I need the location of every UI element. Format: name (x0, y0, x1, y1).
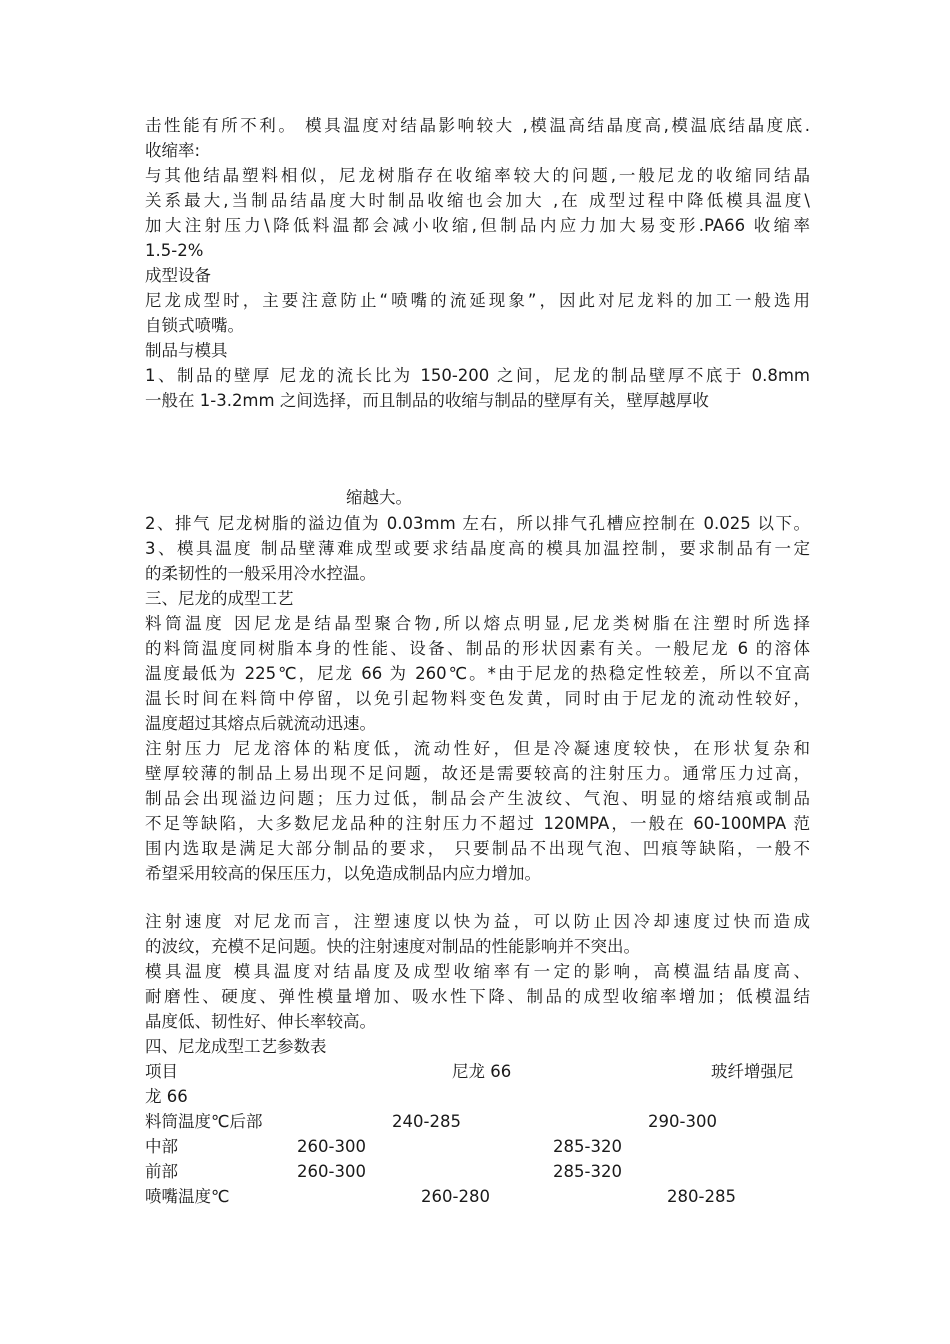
paragraph-line: 一般在 1-3.2mm 之间选择，而且制品的收缩与制品的壁厚有关，壁厚越厚收 (145, 391, 709, 410)
paragraph-line: 温度最低为 225℃，尼龙 66 为 260℃。*由于尼龙的热稳定性较差，所以不宜高 (145, 664, 810, 683)
paragraph-line: 的波纹，充模不足问题。快的注射速度对制品的性能影响并不突出。 (145, 937, 640, 956)
paragraph-line: 缩越大。 (346, 488, 412, 507)
paragraph-line: 温度超过其熔点后就流动迅速。 (145, 714, 376, 733)
table-header-gf-nylon66-cont: 龙 66 (145, 1087, 188, 1106)
paragraph-line: 耐磨性、硬度、弹性模量增加、吸水性下降、制品的成型收缩率增加；低模温结 (145, 987, 810, 1006)
table-cell: 285-320 (553, 1137, 622, 1156)
paragraph-line: 2、排气 尼龙树脂的溢边值为 0.03mm 左右，所以排气孔槽应控制在 0.025 以下。 (145, 514, 810, 533)
section-heading: 收缩率: (145, 141, 201, 160)
paragraph-line: 模具温度 模具温度对结晶度及成型收缩率有一定的影响，高模温结晶度高、 (145, 962, 810, 981)
table-cell: 260-300 (297, 1162, 366, 1181)
paragraph-line: 壁厚较薄的制品上易出现不足问题，故还是需要较高的注射压力。通常压力过高， (145, 764, 810, 783)
paragraph-line: 1、制品的壁厚 尼龙的流长比为 150-200 之间，尼龙的制品壁厚不底于 0.8mm (145, 366, 810, 385)
paragraph-line: 温长时间在料筒中停留，以免引起物料变色发黄，同时由于尼龙的流动性较好， (145, 689, 810, 708)
paragraph-line: 关系最大,当制品结晶度大时制品收缩也会加大 ,在 成型过程中降低模具温度\ (145, 191, 810, 210)
table-cell: 240-285 (392, 1112, 461, 1131)
section-heading: 三、尼龙的成型工艺 (145, 589, 294, 608)
table-header-item: 项目 (145, 1062, 178, 1081)
table-cell: 285-320 (553, 1162, 622, 1181)
table-cell: 280-285 (667, 1187, 736, 1206)
paragraph-line: 击性能有所不利。 模具温度对结晶影响较大 ,模温高结晶度高,模温底结晶度底. (145, 116, 810, 135)
paragraph-line: 加大注射压力\降低料温都会减小收缩,但制品内应力加大易变形.PA66 收缩率 (145, 216, 810, 235)
table-cell: 260-300 (297, 1137, 366, 1156)
paragraph-line: 尼龙成型时，主要注意防止“喷嘴的流延现象”，因此对尼龙料的加工一般选用 (145, 291, 810, 310)
paragraph-line: 的柔韧性的一般采用冷水控温。 (145, 564, 376, 583)
paragraph-line: 制品会出现溢边问题；压力过低，制品会产生波纹、气泡、明显的熔结痕或制品 (145, 789, 810, 808)
paragraph-line: 1.5-2% (145, 241, 204, 260)
paragraph-line: 注射压力 尼龙溶体的粘度低，流动性好，但是冷凝速度较快，在形状复杂和 (145, 739, 810, 758)
table-row-label: 喷嘴温度℃ (145, 1187, 230, 1206)
table-cell: 290-300 (648, 1112, 717, 1131)
table-header-gf-nylon66: 玻纤增强尼 (711, 1062, 794, 1081)
paragraph-line: 3、模具温度 制品壁薄难成型或要求结晶度高的模具加温控制，要求制品有一定 (145, 539, 810, 558)
paragraph-line: 与其他结晶塑料相似，尼龙树脂存在收缩率较大的问题,一般尼龙的收缩同结晶 (145, 166, 810, 185)
paragraph-line: 的料筒温度同树脂本身的性能、设备、制品的形状因素有关。一般尼龙 6 的溶体 (145, 639, 810, 658)
table-row-label: 料筒温度℃后部 (145, 1112, 263, 1131)
table-row-label: 中部 (145, 1137, 178, 1156)
section-heading: 成型设备 (145, 266, 211, 285)
table-cell: 260-280 (421, 1187, 490, 1206)
paragraph-line: 不足等缺陷，大多数尼龙品种的注射压力不超过 120MPA，一般在 60-100MPA 范 (145, 814, 810, 833)
paragraph-line: 围内选取是满足大部分制品的要求， 只要制品不出现气泡、凹痕等缺陷，一般不 (145, 839, 810, 858)
paragraph-line: 料筒温度 因尼龙是结晶型聚合物,所以熔点明显,尼龙类树脂在注塑时所选择 (145, 614, 810, 633)
paragraph-line: 晶度低、韧性好、伸长率较高。 (145, 1012, 376, 1031)
section-heading: 四、尼龙成型工艺参数表 (145, 1037, 327, 1056)
paragraph-line: 自锁式喷嘴。 (145, 316, 244, 335)
paragraph-line: 希望采用较高的保压压力，以免造成制品内应力增加。 (145, 864, 541, 883)
paragraph-line: 注射速度 对尼龙而言，注塑速度以快为益，可以防止因冷却速度过快而造成 (145, 912, 810, 931)
table-header-nylon66: 尼龙 66 (452, 1062, 512, 1081)
table-row-label: 前部 (145, 1162, 178, 1181)
section-heading: 制品与模具 (145, 341, 228, 360)
